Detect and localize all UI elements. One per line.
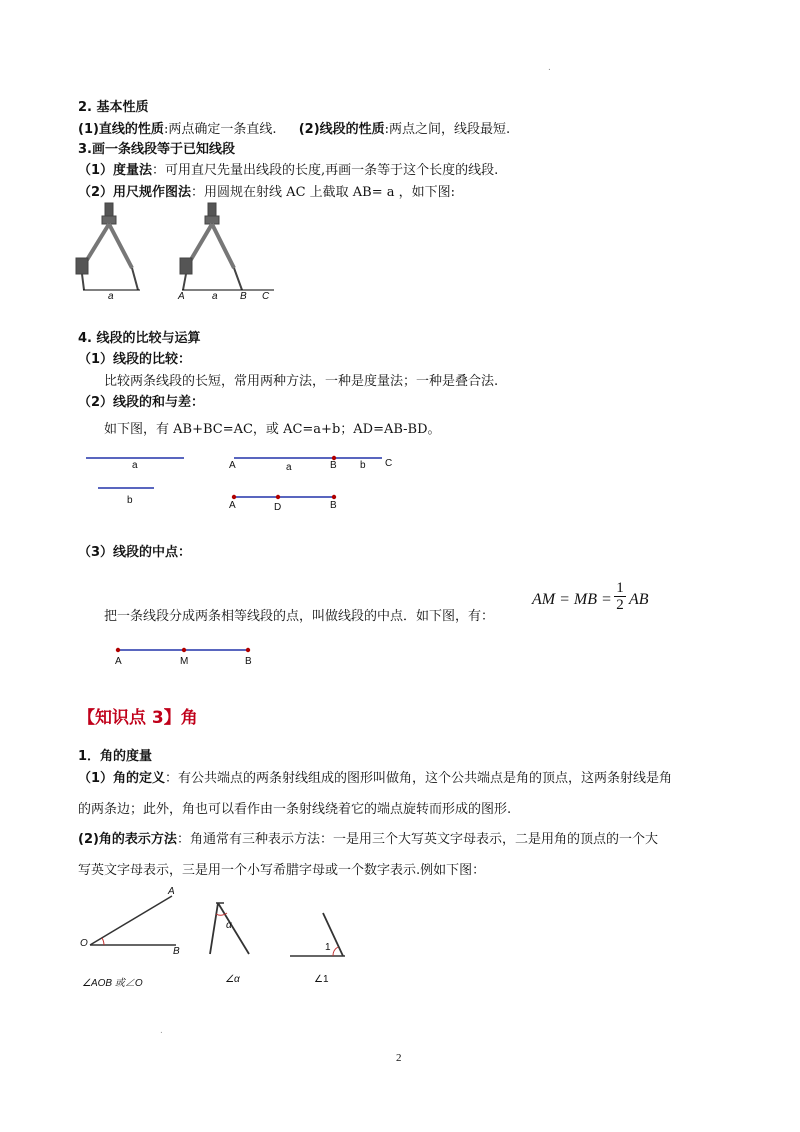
midpoint-formula-left: AM = MB = — [532, 591, 612, 608]
angle-notation-text: ：角通常有三种表示方法：一是用三个大写英文字母表示，二是用角的顶点的一个大 — [176, 832, 658, 847]
midpoint-fraction — [614, 580, 626, 613]
compass-label-a1: a — [108, 291, 114, 302]
angle-label-A: A — [168, 886, 175, 897]
measure-method-label: （1）度量法 — [78, 163, 153, 178]
angle-definition-text: ：有公共端点的两条射线组成的图形叫做角，这个公共端点是角的顶点，这两条射线是角 — [165, 771, 673, 786]
measure-method — [78, 162, 498, 180]
fraction-numerator: 1 — [616, 580, 624, 596]
angle-AOB — [90, 896, 176, 945]
point-B2-dot — [332, 495, 336, 499]
segment-property-text: :两点之间，线段最短. — [384, 122, 511, 137]
angle-definition-line2: 的两条边；此外，角也可以看作由一条射线绕着它的端点旋转而形成的图形. — [78, 802, 512, 817]
seg-label-B1: B — [330, 460, 337, 471]
section-2-heading: 2. 基本性质 — [78, 100, 149, 115]
bottom-dot: . — [160, 1025, 163, 1036]
sum-diff-text: 如下图，有 AB+BC=AC，或 AC=a+b；AD=AB-BD。 — [104, 422, 441, 437]
angle-notation-line1 — [78, 831, 658, 849]
angle-notation-line2: 写英文字母表示，三是用一个小写希腊字母或一个数字表示.例如下图： — [78, 863, 486, 878]
compass-label-C: C — [262, 291, 270, 302]
seg-label-a: a — [132, 460, 138, 471]
sum-diff-heading: （2）线段的和与差： — [78, 395, 205, 410]
compass-method-text: ：用圆规在射线 AC 上截取 AB= a ，如下图: — [191, 185, 456, 200]
section-2-properties — [78, 121, 510, 139]
seg-label-B2: B — [330, 500, 337, 511]
point-D-dot — [276, 495, 280, 499]
seg-label-D: D — [274, 502, 282, 513]
compass-2 — [180, 203, 242, 290]
compass-label-a2: a — [212, 291, 218, 302]
seg-label-A1: A — [229, 460, 236, 471]
seg-label-b: b — [127, 495, 133, 506]
knowledge-point-3-title: 【知识点 3】角 — [78, 708, 198, 728]
midpoint-text: 把一条线段分成两条相等线段的点，叫做线段的中点．如下图，有： — [104, 609, 495, 624]
compass-method-label: （2）用尺规作图法 — [78, 185, 192, 200]
angle-definition-line1 — [78, 770, 672, 788]
angle-definition-label: （1）角的定义 — [78, 771, 166, 786]
angle-caption-1: ∠AOB 或∠O — [82, 978, 143, 989]
page-number: 2 — [396, 1052, 402, 1064]
section-3-heading: 3.画一条线段等于已知线段 — [78, 142, 235, 157]
corner-dot: . — [548, 62, 551, 73]
measure-method-text: ：可用直尺先量出线段的长度,再画一条等于这个长度的线段. — [152, 163, 499, 178]
compass-label-A: A — [178, 291, 185, 302]
mid-label-A: A — [115, 656, 122, 667]
angle-figure — [80, 890, 360, 970]
mid-label-B: B — [245, 656, 252, 667]
point-A-dot — [232, 495, 236, 499]
angle-notation-label: (2)角的表示方法 — [78, 832, 177, 847]
midpoint-heading: （3）线段的中点： — [78, 545, 192, 560]
angle-label-one: 1 — [325, 942, 331, 953]
point-A-mid-dot — [116, 648, 120, 652]
comparison-heading: （1）线段的比较： — [78, 352, 192, 367]
point-M-dot — [182, 648, 186, 652]
angle-caption-3: ∠1 — [314, 974, 329, 985]
seg-label-a-mid: a — [286, 462, 292, 473]
line-property-text: :两点确定一条直线. — [163, 122, 277, 137]
seg-label-b-mid: b — [360, 460, 366, 471]
angle-one — [290, 913, 345, 956]
comparison-text: 比较两条线段的长短，常用两种方法，一种是度量法；一种是叠合法. — [104, 374, 499, 389]
fraction-denominator: 2 — [614, 596, 626, 613]
angle-measure-heading: 1．角的度量 — [78, 749, 153, 764]
compass-1 — [76, 203, 138, 290]
point-B-mid-dot — [246, 648, 250, 652]
seg-label-C1: C — [385, 458, 393, 469]
angle-label-alpha: α — [226, 920, 232, 931]
angle-label-O: O — [80, 938, 88, 949]
angle-label-B: B — [173, 946, 180, 957]
compass-label-B: B — [240, 291, 247, 302]
seg-label-A2: A — [229, 500, 236, 511]
line-property-label: (1)直线的性质 — [78, 122, 164, 137]
midpoint-formula-right: AB — [629, 591, 649, 608]
segment-property-label: (2)线段的性质 — [298, 122, 385, 137]
section-4-heading: 4. 线段的比较与运算 — [78, 331, 201, 346]
compass-figure — [70, 200, 290, 305]
segment-sum-figure — [80, 450, 400, 520]
mid-label-M: M — [180, 656, 189, 667]
angle-caption-2: ∠α — [225, 974, 240, 985]
